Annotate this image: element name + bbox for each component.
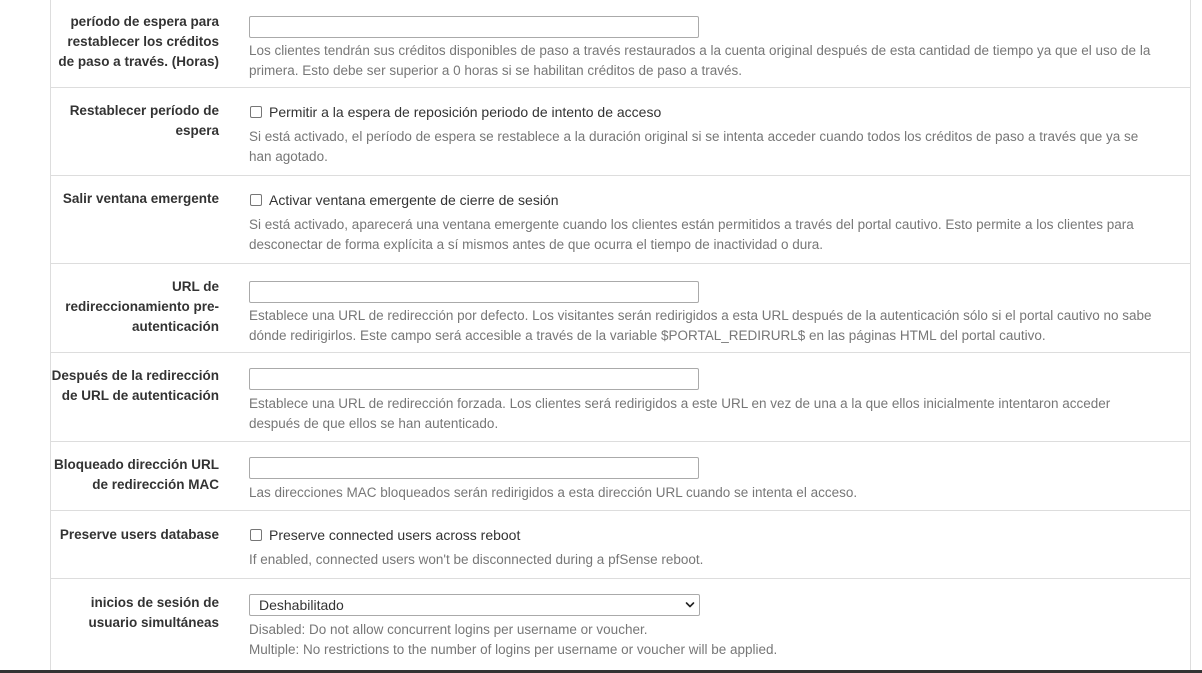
- help-text-preauth-redirect-url: Establece una URL de redirección por defecto. Los visitantes serán redirigidos a esta URL después de la autenticación sólo si el portal cautivo no sabe dónde redirigirlos. Este campo será accesible a través de la variable $PORTAL_REDIRURL$ en las páginas HTML del portal cautivo.: [249, 308, 1152, 343]
- preserve-users-checkbox-label[interactable]: Preserve connected users across reboot: [269, 527, 521, 543]
- setting-label-blocked-mac-redirect-url: Bloqueado dirección URL de redirección MAC: [53, 457, 219, 492]
- setting-label-logout-popup: Salir ventana emergente: [62, 191, 219, 206]
- concurrent-logins-selected-value: Deshabilitado: [259, 597, 344, 613]
- setting-control-post-auth-redirect-url: [249, 368, 1183, 434]
- setting-control-blocked-mac-redirect-url: [249, 457, 1183, 503]
- logout-popup-checkbox-label[interactable]: Activar ventana emergente de cierre de sesión: [269, 192, 559, 208]
- setting-label-concurrent-logins: inicios de sesión de usuario simultáneas: [88, 595, 219, 630]
- setting-control-concurrent-logins: [249, 594, 1183, 660]
- post-auth-redirect-url-input[interactable]: [249, 368, 699, 390]
- setting-control-preserve-users-database: [249, 525, 1183, 570]
- setting-control-waiting-period: [249, 16, 1183, 81]
- setting-control-reset-waiting-period: [249, 102, 1183, 167]
- blocked-mac-redirect-url-input[interactable]: [249, 457, 699, 479]
- waiting-period-input[interactable]: [249, 16, 699, 38]
- reset-waiting-period-option[interactable]: [249, 102, 1183, 122]
- concurrent-logins-select[interactable]: [249, 594, 700, 616]
- reset-waiting-period-checkbox-label[interactable]: Permitir a la espera de reposición periodo de intento de acceso: [269, 104, 662, 120]
- setting-row-concurrent-logins: [51, 578, 1190, 673]
- setting-row-reset-waiting-period: [51, 87, 1190, 176]
- logout-popup-checkbox[interactable]: [250, 194, 262, 206]
- setting-label-waiting-period: período de espera para restablecer los créditos de paso a través. (Horas): [58, 14, 219, 69]
- setting-label-reset-waiting-period: Restablecer período de espera: [69, 103, 219, 138]
- help-text-blocked-mac-redirect-url: Las direcciones MAC bloqueados serán redirigidos a esta dirección URL cuando se intenta el acceso.: [249, 485, 858, 500]
- help-text-waiting-period: Los clientes tendrán sus créditos disponibles de paso a través restaurados a la cuenta original después de esta cantidad de tiempo ya que el uso de la primera. Esto debe ser superior a 0 horas si se habilitan créditos de paso a través.: [249, 43, 1151, 78]
- setting-row-logout-popup: [51, 175, 1190, 264]
- preserve-users-option[interactable]: [249, 525, 1183, 545]
- chevron-down-icon: [685, 600, 695, 610]
- setting-row-blocked-mac-redirect-url: [51, 441, 1190, 511]
- setting-label-post-auth-redirect-url: Después de la redirección de URL de autenticación: [51, 368, 219, 403]
- setting-row-preauth-redirect-url: [51, 263, 1190, 353]
- help-text-reset-waiting-period: Si está activado, el período de espera se restablece a la duración original si se intenta acceder cuando todos los créditos de paso a través que ya se han agotado.: [249, 129, 1139, 164]
- setting-label-preauth-redirect-url: URL de redireccionamiento pre- autenticación: [65, 279, 219, 334]
- preauth-redirect-url-input[interactable]: [249, 281, 699, 303]
- setting-control-logout-popup: [249, 190, 1183, 255]
- help-text-logout-popup: Si está activado, aparecerá una ventana emergente cuando los clientes están permitidos a través del portal cautivo. Esto permite a los clientes para desconectar de forma explícita a sí mismos antes de que ocurra el tiempo de inactividad o dura.: [249, 217, 1134, 252]
- captive-portal-settings-panel: [50, 0, 1191, 673]
- setting-row-waiting-period: [51, 0, 1190, 87]
- setting-control-preauth-redirect-url: [249, 281, 1183, 346]
- setting-label-preserve-users-database: Preserve users database: [59, 527, 219, 542]
- help-text-concurrent-logins: Disabled: Do not allow concurrent logins per username or voucher. Multiple: No restrictions to the number of logins per username or voucher will be applied.: [249, 622, 778, 657]
- setting-row-post-auth-redirect-url: [51, 352, 1190, 442]
- logout-popup-option[interactable]: [249, 190, 1183, 210]
- reset-waiting-period-checkbox[interactable]: [250, 106, 262, 118]
- preserve-users-checkbox[interactable]: [250, 529, 262, 541]
- setting-row-preserve-users-database: [51, 510, 1190, 579]
- help-text-post-auth-redirect-url: Establece una URL de redirección forzada. Los clientes será redirigidos a este URL en vez de una a la que ellos inicialmente intentaron acceder después de que ellos se han autenticado.: [249, 396, 1111, 431]
- help-text-preserve-users-database: If enabled, connected users won't be disconnected during a pfSense reboot.: [249, 552, 704, 567]
